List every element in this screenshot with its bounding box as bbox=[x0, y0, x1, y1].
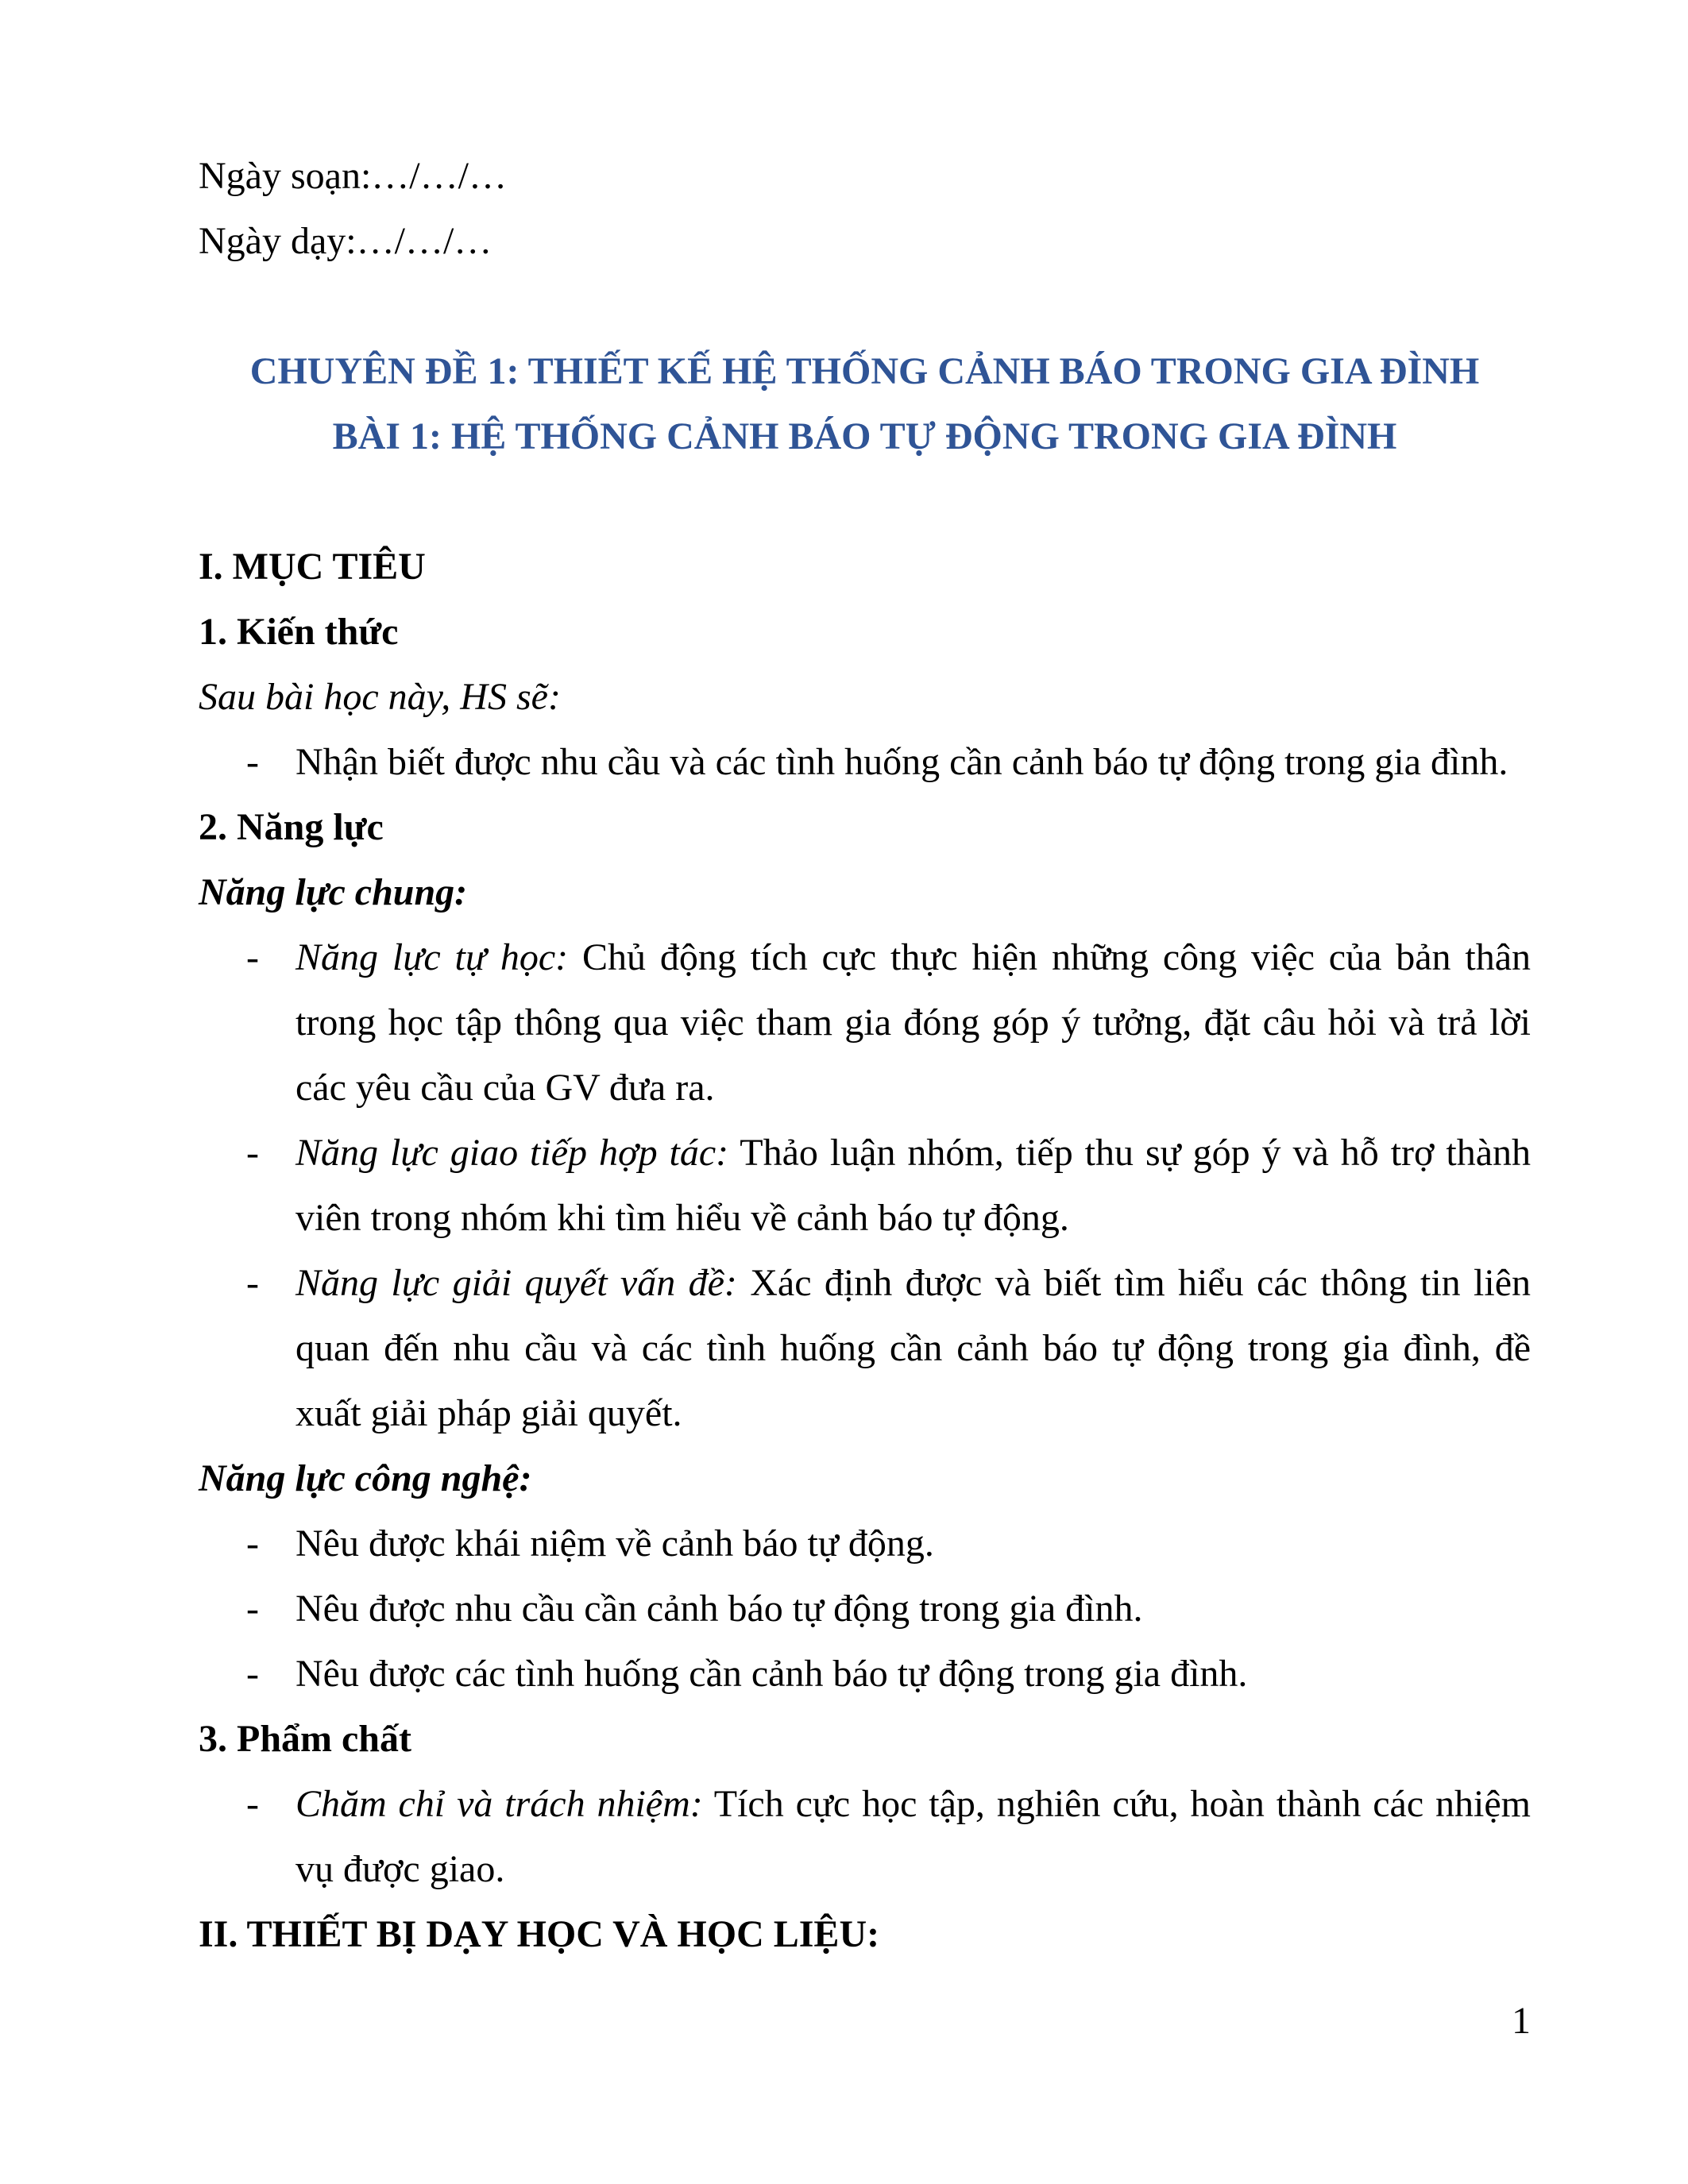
bullet-lead-text: Năng lực giao tiếp hợp tác: bbox=[295, 1132, 729, 1174]
bullet-pham-chat-1 bbox=[199, 1772, 1531, 1902]
date-taught-line: Ngày dạy:…/…/… bbox=[199, 220, 492, 262]
document-title-line-1: CHUYÊN ĐỀ 1: THIẾT KẾ HỆ THỐNG CẢNH BÁO TRONG GIA ĐÌNH bbox=[249, 350, 1480, 392]
date-prepared-line: Ngày soạn:…/…/… bbox=[199, 155, 507, 197]
heading-nang-luc: 2. Năng lực bbox=[199, 806, 384, 848]
document-body bbox=[199, 144, 1531, 1967]
heading-muc-tieu: I. MỤC TIÊU bbox=[199, 546, 426, 588]
bullet-lead-text: Năng lực tự học: bbox=[295, 936, 569, 978]
bullet-text: Tích cực học tập, nghiên cứu, hoàn thành các nhiệm vụ được giao. bbox=[295, 1783, 1531, 1890]
bullet-cong-nghe-2 bbox=[199, 1576, 1531, 1642]
heading-nang-luc-chung: Năng lực chung: bbox=[199, 871, 468, 913]
bullet-text: Nêu được nhu cầu cần cảnh báo tự động trong gia đình. bbox=[295, 1588, 1143, 1630]
bullet-text: Nêu được các tình huống cần cảnh báo tự động trong gia đình. bbox=[295, 1653, 1248, 1695]
bullet-dash: - bbox=[246, 1783, 259, 1825]
bullet-text: Nêu được khái niệm về cảnh báo tự động. bbox=[295, 1522, 934, 1565]
bullet-dash: - bbox=[246, 1653, 259, 1695]
bullet-nang-luc-tu-hoc bbox=[199, 925, 1531, 1121]
bullet-dash: - bbox=[246, 741, 259, 783]
bullet-text: Xác định được và biết tìm hiểu các thông tin liên quan đến nhu cầu và các tình huống cần cảnh báo tự động trong gia đình, đề xuất giải pháp giải quyết. bbox=[295, 1262, 1532, 1434]
bullet-text: Nhận biết được nhu cầu và các tình huống cần cảnh báo tự động trong gia đình. bbox=[295, 741, 1508, 783]
bullet-dash: - bbox=[246, 1262, 259, 1304]
bullet-dash: - bbox=[246, 1522, 259, 1565]
blank-line bbox=[199, 274, 1531, 339]
heading-nang-luc-cong-nghe: Năng lực công nghệ: bbox=[199, 1457, 532, 1499]
kien-thuc-intro: Sau bài học này, HS sẽ: bbox=[199, 676, 561, 718]
bullet-cong-nghe-3 bbox=[199, 1642, 1531, 1707]
bullet-text: Chủ động tích cực thực hiện những công việc của bản thân trong học tập thông qua việc tham gia đóng góp ý tưởng, đặt câu hỏi và trả lời các yêu cầu của GV đưa ra. bbox=[295, 936, 1532, 1109]
bullet-dash: - bbox=[246, 1132, 259, 1174]
document-title-line-2: BÀI 1: HỆ THỐNG CẢNH BÁO TỰ ĐỘNG TRONG GIA ĐÌNH bbox=[332, 415, 1397, 457]
bullet-cong-nghe-1 bbox=[199, 1511, 1531, 1576]
heading-pham-chat: 3. Phẩm chất bbox=[199, 1718, 411, 1760]
heading-thiet-bi: II. THIẾT BỊ DẠY HỌC VÀ HỌC LIỆU: bbox=[199, 1913, 880, 1955]
bullet-lead-text: Chăm chỉ và trách nhiệm: bbox=[295, 1783, 703, 1825]
bullet-dash: - bbox=[246, 936, 259, 978]
bullet-dash: - bbox=[246, 1588, 259, 1630]
bullet-text: Thảo luận nhóm, tiếp thu sự góp ý và hỗ trợ thành viên trong nhóm khi tìm hiểu về cảnh báo tự động. bbox=[295, 1132, 1532, 1239]
heading-kien-thuc: 1. Kiến thức bbox=[199, 611, 399, 653]
bullet-lead-text: Năng lực giải quyết vấn đề: bbox=[295, 1262, 737, 1304]
page-number: 1 bbox=[1512, 2000, 1531, 2042]
bullet-kien-thuc-1 bbox=[199, 730, 1531, 795]
blank-line bbox=[199, 469, 1531, 534]
bullet-nang-luc-giao-tiep bbox=[199, 1121, 1531, 1251]
bullet-nang-luc-giai-quyet bbox=[199, 1251, 1531, 1446]
